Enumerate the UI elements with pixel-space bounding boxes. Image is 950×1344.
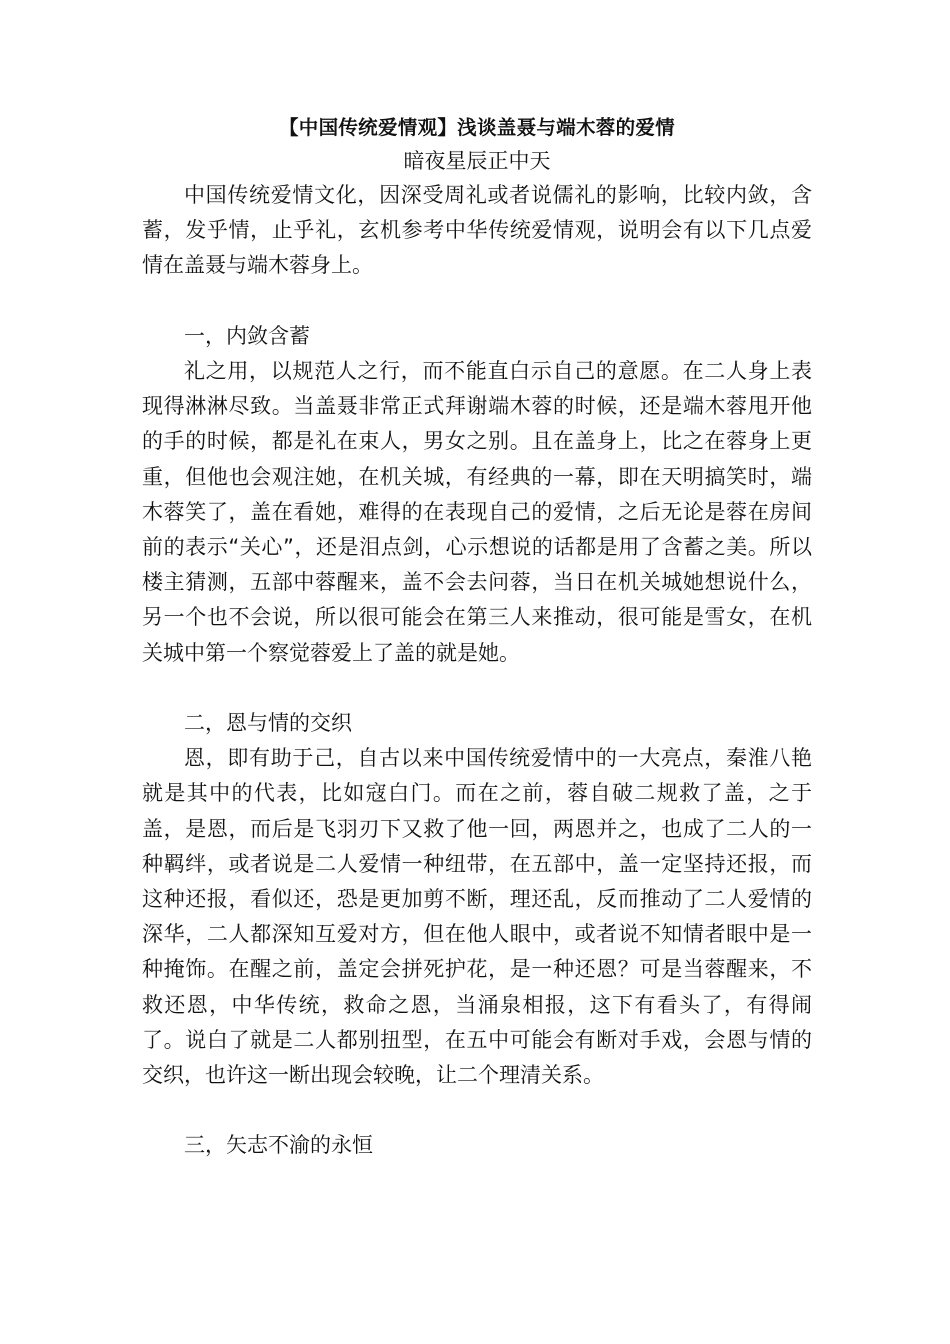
section-heading-2: 二，恩与情的交织	[184, 711, 352, 736]
section-body-1: 礼之用，以规范人之行，而不能直白示自己的意愿。在二人身上表现得淋淋尽致。当盖聂非常正式拜谢端木蓉的时候，还是端木蓉甩开他的手的时候，都是礼在束人，男女之别。且在盖身上，比之在蓉身上更重，但他也会观注她，在机关城，有经典的一幕，即在天明搞笑时，端木蓉笑了，盖在看她，难得的在表现自己的爱情，之后无论是蓉在房间前的表示“关心”，还是泪点剑，心示想说的话都是用了含蓄之美。所以楼主猜测，五部中蓉醒来，盖不会去问蓉，当日在机关城她想说什么，另一个也不会说，所以很可能会在第三人来推动，很可能是雪女，在机关城中第一个察觉蓉爱上了盖的就是她。	[142, 359, 812, 665]
section-heading-3: 三，矢志不渝的永恒	[184, 1133, 373, 1158]
intro-paragraph: 中国传统爱情文化，因深受周礼或者说儒礼的影响，比较内敛，含蓄，发乎情，止乎礼，玄机参考中华传统爱情观，说明会有以下几点爱情在盖聂与端木蓉身上。	[142, 183, 812, 278]
paragraph-spacer	[142, 284, 812, 319]
paragraph-spacer	[142, 671, 812, 706]
document-author: 暗夜星辰正中天	[403, 149, 551, 173]
section-body-2: 恩，即有助于己，自古以来中国传统爱情中的一大亮点，秦淮八艳就是其中的代表，比如寇白门。而在之前，蓉自破二规救了盖，之于盖，是恩，而后是飞羽刃下又救了他一回，两恩并之，也成了二人的一种羁绊，或者说是二人爱情一种纽带，在五部中，盖一定坚持还报，而这种还报，看似还，恐是更加剪不断，理还乱，反而推动了二人爱情的深华，二人都深知互爱对方，但在他人眼中，或者说不知情者眼中是一种掩饰。在醒之前，盖定会拼死护花，是一种还恩？可是当蓉醒来，不救还恩，中华传统，救命之恩，当涌泉相报，这下有看头了，有得闹了。说白了就是二人都别扭型，在五中可能会有断对手戏，会恩与情的交织，也许这一断出现会较晚，让二个理清关系。	[142, 746, 812, 1088]
section-heading-1: 一，内敛含蓄	[184, 323, 310, 348]
document-page	[142, 112, 812, 1164]
paragraph-spacer	[142, 1093, 812, 1128]
document-title: 【中国传统爱情观】浅谈盖聂与端木蓉的爱情	[278, 116, 675, 139]
